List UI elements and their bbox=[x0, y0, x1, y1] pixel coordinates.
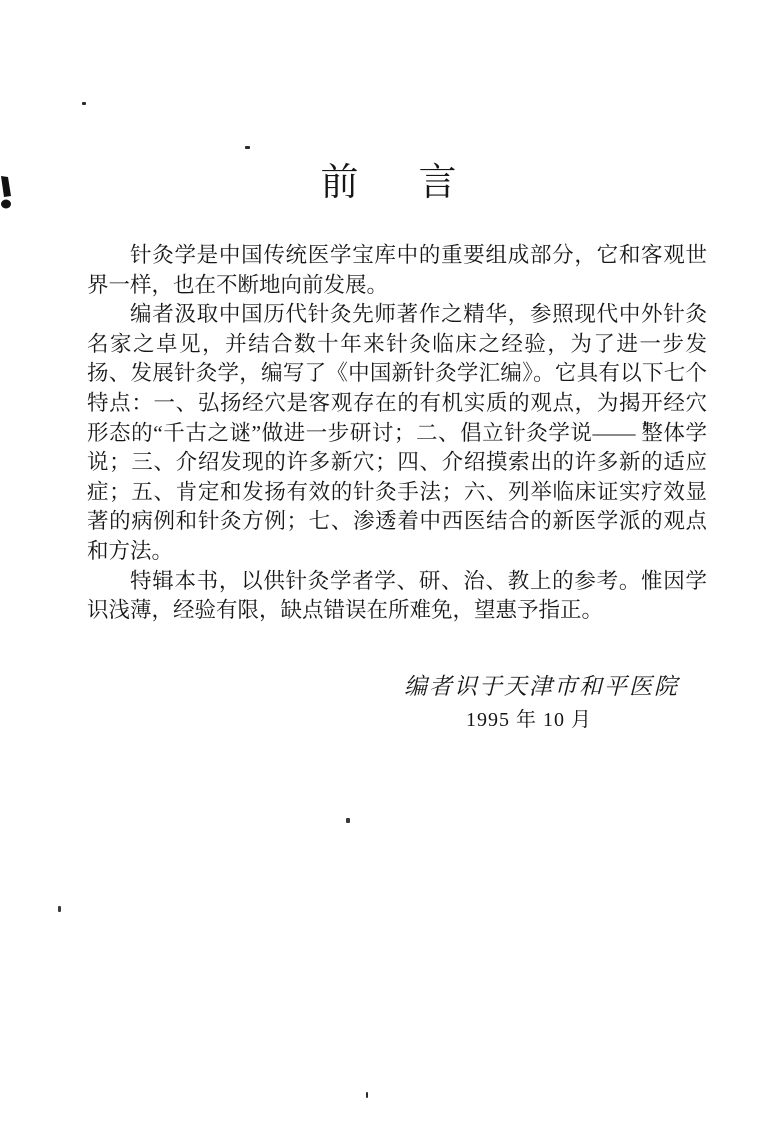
ink-speck bbox=[58, 906, 61, 912]
paragraph-1: 针灸学是中国传统医学宝库中的重要组成部分，它和客观世界一样，也在不断地向前发展。 bbox=[87, 243, 707, 297]
page-title-char: 言 bbox=[418, 162, 457, 204]
author-signature: 编者识于天津市和平医院 bbox=[404, 674, 679, 699]
page-title bbox=[0, 162, 777, 204]
ink-speck bbox=[346, 818, 350, 823]
paragraph-3: 特辑本书，以供针灸学者学、研、治、教上的参考。惟因学识浅薄，经验有限，缺点错误在所难免，望惠予指正。 bbox=[87, 568, 707, 623]
ink-speck bbox=[245, 146, 250, 149]
publication-date: 1995 年 10 月 bbox=[466, 709, 592, 731]
ink-speck bbox=[366, 1092, 368, 1098]
paragraph-2: 编者汲取中国历代针灸先师著作之精华，参照现代中外针灸名家之卓见，并结合数十年来针灸临床之经验，为了进一步发扬、发展针灸学，编写了《中国新针灸学汇编》。它具有以下七个特点：一、弘扬经穴是客观存在的有机实质的观点，为揭开经穴形态的“千古之谜”做进一步研讨；二、倡立针灸学说—— 整体学说；三、介绍发现的许多新穴；四、介绍摸索出的许多新的适应症；五、肯定和发扬有效的针灸手法；六、列举临床证实疗效显著的病例和针灸方例；七、渗透着中西医结合的新医学派的观点和方法。 bbox=[87, 302, 707, 563]
ink-speck bbox=[82, 102, 86, 105]
page-title-char: 前 bbox=[320, 162, 359, 204]
preface-body bbox=[87, 241, 707, 626]
